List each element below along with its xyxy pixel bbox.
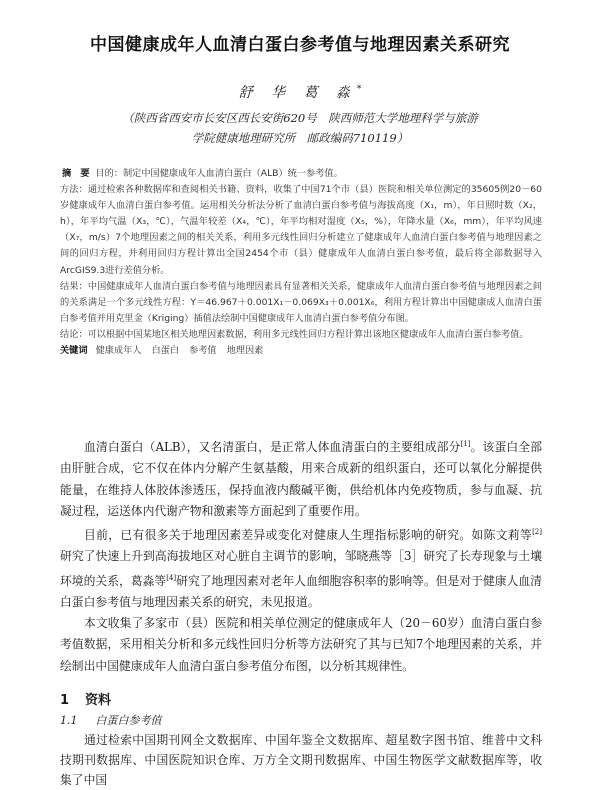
subsection-heading (60, 712, 162, 728)
body-p1-text-cont: 。该蛋白全部由肝脏合成，它不仅在体内分解产生氨基酸，用来合成新的组织蛋白，还可以氧化分解提供能量，在维持人体胶体渗透压，保持血液内酸碱平衡，供给机体内免疫物质，参与血凝、抗凝过程，运送体内代谢产物和激素等方面起到了重要作用。 (60, 439, 542, 518)
section-title: 资料 (85, 693, 112, 708)
author-line (0, 82, 600, 102)
citation-ref: [4] (166, 573, 177, 582)
keyword: 白蛋白 (151, 345, 180, 357)
abstract-result-label: 结果： (60, 280, 88, 292)
subsection-title: 白蛋白参考值 (95, 714, 162, 727)
affiliation-line-2: 学院健康地理研究所 邮政编码710119） (191, 131, 409, 145)
abstract-method-label: 方法： (60, 184, 88, 196)
affiliation-line-1: （陕西省西安市长安区西长安街620号 陕西师范大学地理科学与旅游 (122, 111, 478, 125)
abstract-conclusion-paragraph (60, 327, 542, 343)
abstract-result: 中国健康成年人血清白蛋白参考值与地理因素具有显著相关关系，健康成年人血清白蛋白参考值与地理因素之间的关系满足一个多元线性方程：Y＝46.967＋0.001X₁－0.069X₃＋0.001X₆，利用方程计算出中国健康成人血清白蛋白参考值并用克里金（Kriging）插值法绘制中国健康成年人血清白蛋白参考值分布图。 (60, 280, 542, 324)
keyword: 地理因素 (226, 345, 264, 357)
abstract-conclusion: 可以根据中国某地区相关地理因素数据，利用多元线性回归方程计算出该地区健康成年人血清白蛋白参考值。 (87, 328, 529, 340)
author-footnote-mark: * (356, 84, 362, 95)
section-body (60, 730, 542, 790)
section-number: 1 (60, 693, 70, 708)
affiliation (60, 108, 540, 148)
keywords-label: 关键词 (60, 345, 88, 357)
author-names: 舒 华 葛 淼 (238, 85, 357, 101)
abstract-label: 摘 要 (62, 168, 90, 179)
body-text (60, 434, 542, 677)
body-p2-text: 目前，已有很多关于地理因素差异或变化对健康人生理指标影响的研究。如陈文莉等 (84, 528, 533, 543)
paper-title: 中国健康成年人血清白蛋白参考值与地理因素关系研究 (90, 35, 510, 55)
abstract-method-paragraph (60, 182, 542, 279)
subsection-number: 1.1 (60, 714, 78, 727)
section-heading (60, 689, 111, 708)
body-paragraph-3: 本文收集了多家市（县）医院和相关单位测定的健康成年人（20－60岁）血清白蛋白参考值数据，采用相关分析和多元线性回归分析等方法研究了其与已知7个地理因素的关系，并绘制出中国健康成年人血清白蛋白参考值分布图，以分析其规律性。 (60, 616, 542, 673)
abstract-method: 通过检索各种数据库和查阅相关书籍、资料，收集了中国71个市（县）医院和相关单位测定的35605例20－60岁健康成年人血清白蛋白参考值。运用相关分析法分析了血清白蛋白参考值与海拔高度（X₁，m），年日照时数（X₂，h），年平均气温（X₃，℃），气温年较差（X₄，℃），年平均相对湿度（X₅，%），年降水量（X₆，mm），年平均风速（X₇，m/s）7个地理因素之间的相关关系，利用多元线性回归分析建立了健康成年人血清白蛋白参考值与地理因素之间的回归方程，并利用回归方程计算出全国2454个市（县）健康成年人血清白蛋白参考值，最后将全部数据导入ArcGIS9.3进行差值分析。 (60, 184, 542, 276)
abstract-result-paragraph (60, 279, 542, 327)
abstract-conclusion-label: 结论： (60, 328, 88, 340)
body-p1-text: 血清白蛋白（ALB），又名清蛋白，是正常人体血清蛋白的主要组成部分 (84, 439, 461, 454)
body-paragraph-2 (60, 522, 542, 613)
citation-ref: [1] (460, 440, 471, 448)
body-paragraph-1 (60, 434, 542, 522)
keywords-paragraph (60, 343, 542, 359)
body-p2-text-end: 研究了地理因素对老年人血细胞容积率的影响等。但是对于健康人血清白蛋白参考值与地理因素关系的研究，未见报道。 (60, 573, 542, 609)
body-p2-text-cont: 研究了快速上升到高海拔地区对心脏自主调节的影响，邹晓燕等［3］研究了长寿现象与土壤环境的关系，葛淼等 (60, 549, 542, 588)
abstract (60, 166, 542, 359)
keyword: 健康成年人 (95, 345, 142, 357)
abstract-objective: 目的：制定中国健康成年人血清白蛋白（ALB）统一参考值。 (95, 168, 343, 179)
section-paragraph-1: 通过检索中国期刊网全文数据库、中国年鉴全文数据库、超星数字图书馆、维普中文科技期刊数据库、中国医院知识仓库、万方全文期刊数据库、中国生物医学文献数据库等，收集了中国 (60, 733, 542, 787)
citation-ref: [2] (532, 528, 542, 537)
keyword: 参考值 (189, 345, 217, 357)
abstract-objective-paragraph (60, 166, 542, 182)
